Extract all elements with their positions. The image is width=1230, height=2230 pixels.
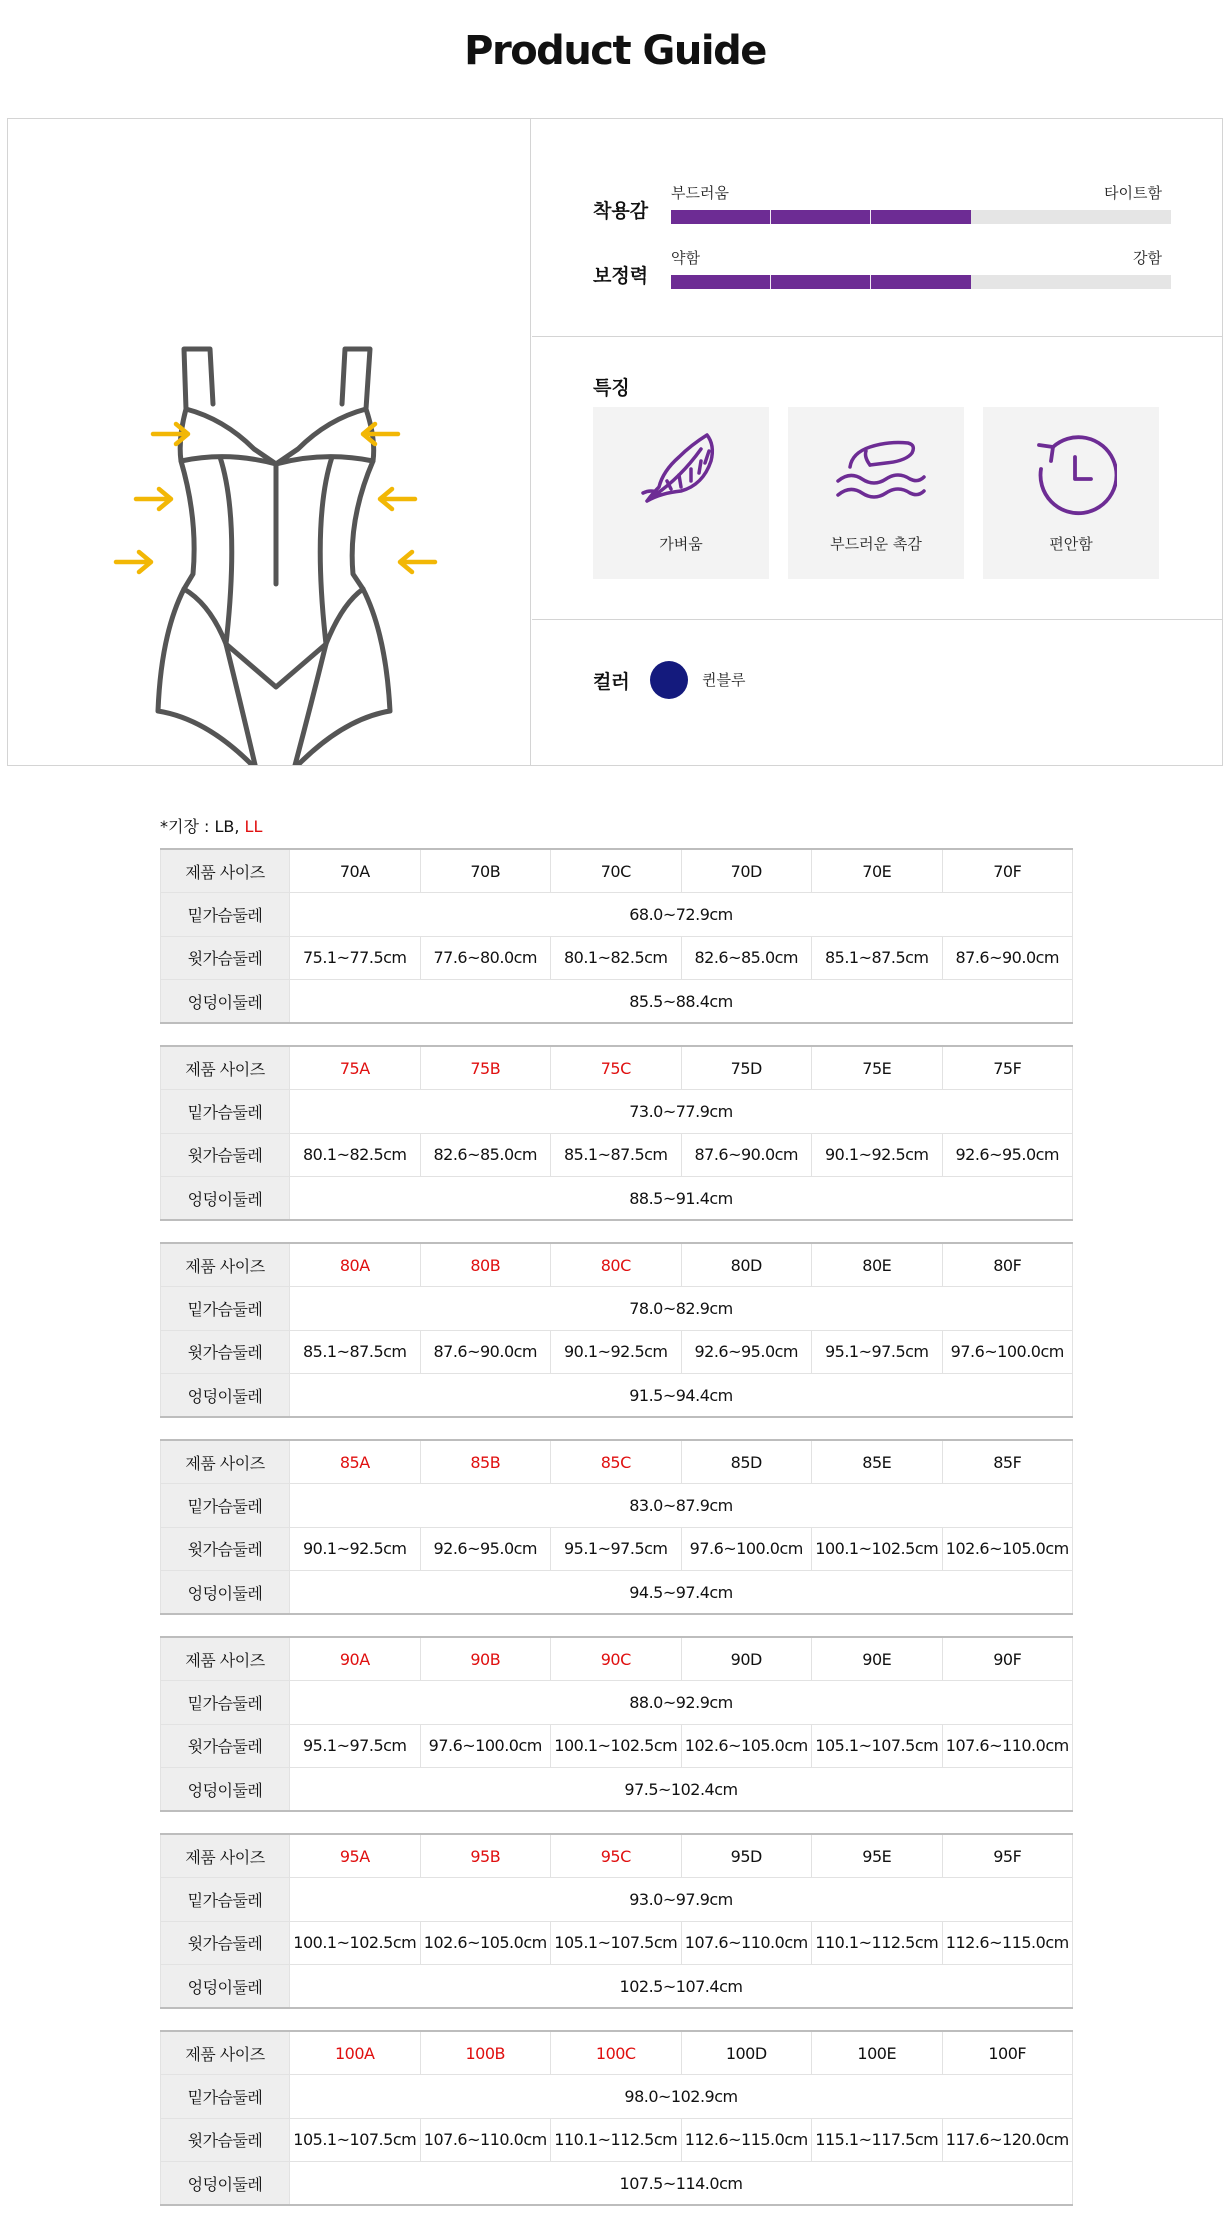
size-cell: 70D <box>681 849 812 893</box>
size-cell: 85F <box>942 1440 1073 1484</box>
upper-bust-cell: 102.6~105.0cm <box>681 1724 812 1768</box>
feature-label: 부드러운 촉감 <box>830 535 922 553</box>
upper-bust-cell: 107.6~110.0cm <box>942 1724 1073 1768</box>
under-bust-row <box>161 1287 1073 1331</box>
size-cell: 80B <box>420 1243 551 1287</box>
size-cell: 70B <box>420 849 551 893</box>
size-cell: 100A <box>290 2031 421 2075</box>
upper-bust-cell: 90.1~92.5cm <box>551 1330 682 1374</box>
size-cell: 85A <box>290 1440 421 1484</box>
size-row-label: 제품 사이즈 <box>161 1243 290 1287</box>
upper-bust-label: 윗가슴둘레 <box>161 1724 290 1768</box>
hip-value: 85.5~88.4cm <box>290 980 1073 1024</box>
fit-label: 착용감 <box>593 200 649 222</box>
upper-bust-cell: 97.6~100.0cm <box>681 1527 812 1571</box>
upper-bust-label: 윗가슴둘레 <box>161 1330 290 1374</box>
size-row <box>161 849 1073 893</box>
upper-bust-cell: 100.1~102.5cm <box>551 1724 682 1768</box>
color-title: 컬러 <box>593 671 630 693</box>
feature-label: 가벼움 <box>659 535 703 553</box>
page-title: Product Guide <box>464 28 766 74</box>
size-cell: 100C <box>551 2031 682 2075</box>
upper-bust-row <box>161 1330 1073 1374</box>
upper-bust-cell: 90.1~92.5cm <box>290 1527 421 1571</box>
support-meter <box>671 275 1171 289</box>
size-cell: 75A <box>290 1046 421 1090</box>
under-bust-row <box>161 1484 1073 1528</box>
size-cell: 100F <box>942 2031 1073 2075</box>
fit-max-label: 타이트함 <box>1104 184 1162 202</box>
size-row <box>161 1637 1073 1681</box>
size-row <box>161 1243 1073 1287</box>
upper-bust-row <box>161 1527 1073 1571</box>
color-swatch <box>650 661 688 699</box>
under-bust-value: 98.0~102.9cm <box>290 2075 1073 2119</box>
length-note-red: LL <box>244 817 263 836</box>
hip-value: 97.5~102.4cm <box>290 1768 1073 1812</box>
fit-support-section <box>532 119 1222 337</box>
upper-bust-cell: 87.6~90.0cm <box>420 1330 551 1374</box>
size-cell: 80D <box>681 1243 812 1287</box>
upper-bust-cell: 107.6~110.0cm <box>420 2118 551 2162</box>
size-cell: 85C <box>551 1440 682 1484</box>
size-table <box>160 848 1073 1024</box>
feather-icon <box>641 431 721 521</box>
hip-row <box>161 1571 1073 1615</box>
under-bust-row <box>161 893 1073 937</box>
upper-bust-cell: 112.6~115.0cm <box>681 2118 812 2162</box>
upper-bust-row <box>161 936 1073 980</box>
size-row-label: 제품 사이즈 <box>161 2031 290 2075</box>
color-name: 퀸블루 <box>702 671 746 689</box>
hip-label: 엉덩이둘레 <box>161 2162 290 2206</box>
upper-bust-cell: 105.1~107.5cm <box>812 1724 943 1768</box>
upper-bust-cell: 82.6~85.0cm <box>681 936 812 980</box>
feature-label: 편안함 <box>1049 535 1093 553</box>
features-title: 특징 <box>593 377 630 399</box>
support-meter-fill <box>671 275 971 289</box>
upper-bust-cell: 97.6~100.0cm <box>942 1330 1073 1374</box>
hip-value: 94.5~97.4cm <box>290 1571 1073 1615</box>
upper-bust-cell: 100.1~102.5cm <box>290 1921 421 1965</box>
hip-value: 107.5~114.0cm <box>290 2162 1073 2206</box>
size-table <box>160 1045 1073 1221</box>
size-cell: 70C <box>551 849 682 893</box>
size-table <box>160 1636 1073 1812</box>
size-row <box>161 1046 1073 1090</box>
hip-value: 88.5~91.4cm <box>290 1177 1073 1221</box>
size-cell: 95E <box>812 1834 943 1878</box>
upper-bust-cell: 102.6~105.0cm <box>942 1527 1073 1571</box>
size-cell: 70A <box>290 849 421 893</box>
upper-bust-cell: 117.6~120.0cm <box>942 2118 1073 2162</box>
color-section <box>532 620 1222 765</box>
hip-label: 엉덩이둘레 <box>161 1768 290 1812</box>
size-cell: 90A <box>290 1637 421 1681</box>
size-cell: 85D <box>681 1440 812 1484</box>
upper-bust-label: 윗가슴둘레 <box>161 1133 290 1177</box>
length-note <box>160 814 262 837</box>
upper-bust-cell: 110.1~112.5cm <box>551 2118 682 2162</box>
upper-bust-cell: 82.6~85.0cm <box>420 1133 551 1177</box>
bodysuit-outline <box>158 349 390 765</box>
upper-bust-cell: 77.6~80.0cm <box>420 936 551 980</box>
size-row-label: 제품 사이즈 <box>161 1637 290 1681</box>
size-cell: 80F <box>942 1243 1073 1287</box>
upper-bust-cell: 85.1~87.5cm <box>812 936 943 980</box>
hip-value: 91.5~94.4cm <box>290 1374 1073 1418</box>
size-cell: 70F <box>942 849 1073 893</box>
feature-lightweight <box>593 407 769 579</box>
under-bust-value: 78.0~82.9cm <box>290 1287 1073 1331</box>
under-bust-row <box>161 1090 1073 1134</box>
size-cell: 80C <box>551 1243 682 1287</box>
clock-refresh-icon <box>1031 431 1117 517</box>
upper-bust-cell: 95.1~97.5cm <box>290 1724 421 1768</box>
upper-bust-cell: 80.1~82.5cm <box>551 936 682 980</box>
upper-bust-cell: 90.1~92.5cm <box>812 1133 943 1177</box>
size-cell: 90E <box>812 1637 943 1681</box>
under-bust-value: 88.0~92.9cm <box>290 1681 1073 1725</box>
size-cell: 95F <box>942 1834 1073 1878</box>
upper-bust-cell: 95.1~97.5cm <box>812 1330 943 1374</box>
upper-bust-cell: 105.1~107.5cm <box>551 1921 682 1965</box>
size-cell: 75F <box>942 1046 1073 1090</box>
upper-bust-cell: 112.6~115.0cm <box>942 1921 1073 1965</box>
hip-label: 엉덩이둘레 <box>161 1374 290 1418</box>
size-row-label: 제품 사이즈 <box>161 1834 290 1878</box>
support-max-label: 강함 <box>1133 249 1162 267</box>
wave-hand-icon <box>836 431 926 521</box>
bodysuit-illustration <box>8 119 531 765</box>
size-table <box>160 1439 1073 1615</box>
upper-bust-cell: 80.1~82.5cm <box>290 1133 421 1177</box>
size-cell: 95A <box>290 1834 421 1878</box>
hip-label: 엉덩이둘레 <box>161 1571 290 1615</box>
upper-bust-cell: 92.6~95.0cm <box>681 1330 812 1374</box>
hip-label: 엉덩이둘레 <box>161 1177 290 1221</box>
size-cell: 90C <box>551 1637 682 1681</box>
upper-bust-row <box>161 1724 1073 1768</box>
garment-illustration-panel <box>8 119 531 765</box>
upper-bust-cell: 97.6~100.0cm <box>420 1724 551 1768</box>
size-cell: 80A <box>290 1243 421 1287</box>
feature-soft-touch <box>788 407 964 579</box>
upper-bust-cell: 102.6~105.0cm <box>420 1921 551 1965</box>
upper-bust-cell: 92.6~95.0cm <box>942 1133 1073 1177</box>
under-bust-label: 밑가슴둘레 <box>161 2075 290 2119</box>
under-bust-label: 밑가슴둘레 <box>161 1090 290 1134</box>
upper-bust-label: 윗가슴둘레 <box>161 2118 290 2162</box>
size-cell: 90B <box>420 1637 551 1681</box>
size-row-label: 제품 사이즈 <box>161 1440 290 1484</box>
fit-min-label: 부드러움 <box>671 184 729 202</box>
hip-row <box>161 1965 1073 2009</box>
features-section <box>532 337 1222 620</box>
upper-bust-label: 윗가슴둘레 <box>161 1921 290 1965</box>
size-table <box>160 2030 1073 2206</box>
upper-bust-row <box>161 1133 1073 1177</box>
size-cell: 75E <box>812 1046 943 1090</box>
product-guide-panel <box>7 118 1223 766</box>
upper-bust-cell: 92.6~95.0cm <box>420 1527 551 1571</box>
under-bust-label: 밑가슴둘레 <box>161 1878 290 1922</box>
size-table <box>160 1242 1073 1418</box>
size-cell: 100D <box>681 2031 812 2075</box>
hip-value: 102.5~107.4cm <box>290 1965 1073 2009</box>
hip-row <box>161 1374 1073 1418</box>
hip-row <box>161 1768 1073 1812</box>
upper-bust-cell: 87.6~90.0cm <box>942 936 1073 980</box>
upper-bust-cell: 105.1~107.5cm <box>290 2118 421 2162</box>
hip-row <box>161 1177 1073 1221</box>
under-bust-value: 83.0~87.9cm <box>290 1484 1073 1528</box>
size-cell: 75D <box>681 1046 812 1090</box>
upper-bust-cell: 95.1~97.5cm <box>551 1527 682 1571</box>
upper-bust-cell: 110.1~112.5cm <box>812 1921 943 1965</box>
size-cell: 75C <box>551 1046 682 1090</box>
size-cell: 95C <box>551 1834 682 1878</box>
size-cell: 70E <box>812 849 943 893</box>
upper-bust-row <box>161 1921 1073 1965</box>
size-cell: 100E <box>812 2031 943 2075</box>
size-cell: 80E <box>812 1243 943 1287</box>
size-cell: 95B <box>420 1834 551 1878</box>
size-cell: 90D <box>681 1637 812 1681</box>
under-bust-row <box>161 1878 1073 1922</box>
size-cell: 90F <box>942 1637 1073 1681</box>
under-bust-row <box>161 1681 1073 1725</box>
under-bust-value: 73.0~77.9cm <box>290 1090 1073 1134</box>
under-bust-value: 93.0~97.9cm <box>290 1878 1073 1922</box>
size-cell: 85B <box>420 1440 551 1484</box>
under-bust-label: 밑가슴둘레 <box>161 1287 290 1331</box>
support-label: 보정력 <box>593 265 649 287</box>
upper-bust-cell: 85.1~87.5cm <box>551 1133 682 1177</box>
hip-label: 엉덩이둘레 <box>161 980 290 1024</box>
upper-bust-cell: 100.1~102.5cm <box>812 1527 943 1571</box>
hip-row <box>161 980 1073 1024</box>
size-row-label: 제품 사이즈 <box>161 849 290 893</box>
feature-comfort <box>983 407 1159 579</box>
upper-bust-cell: 87.6~90.0cm <box>681 1133 812 1177</box>
under-bust-row <box>161 2075 1073 2119</box>
size-row <box>161 2031 1073 2075</box>
size-row-label: 제품 사이즈 <box>161 1046 290 1090</box>
under-bust-value: 68.0~72.9cm <box>290 893 1073 937</box>
upper-bust-cell: 75.1~77.5cm <box>290 936 421 980</box>
size-cell: 85E <box>812 1440 943 1484</box>
upper-bust-cell: 115.1~117.5cm <box>812 2118 943 2162</box>
length-note-text: *기장 : LB, <box>160 817 245 836</box>
upper-bust-cell: 85.1~87.5cm <box>290 1330 421 1374</box>
fit-meter <box>671 210 1171 224</box>
size-row <box>161 1440 1073 1484</box>
upper-bust-label: 윗가슴둘레 <box>161 1527 290 1571</box>
size-table <box>160 1833 1073 2009</box>
hip-label: 엉덩이둘레 <box>161 1965 290 2009</box>
under-bust-label: 밑가슴둘레 <box>161 1484 290 1528</box>
hip-row <box>161 2162 1073 2206</box>
under-bust-label: 밑가슴둘레 <box>161 1681 290 1725</box>
upper-bust-label: 윗가슴둘레 <box>161 936 290 980</box>
upper-bust-row <box>161 2118 1073 2162</box>
under-bust-label: 밑가슴둘레 <box>161 893 290 937</box>
support-min-label: 약함 <box>671 249 700 267</box>
fit-meter-fill <box>671 210 971 224</box>
upper-bust-cell: 107.6~110.0cm <box>681 1921 812 1965</box>
size-cell: 75B <box>420 1046 551 1090</box>
size-row <box>161 1834 1073 1878</box>
size-cell: 95D <box>681 1834 812 1878</box>
size-cell: 100B <box>420 2031 551 2075</box>
